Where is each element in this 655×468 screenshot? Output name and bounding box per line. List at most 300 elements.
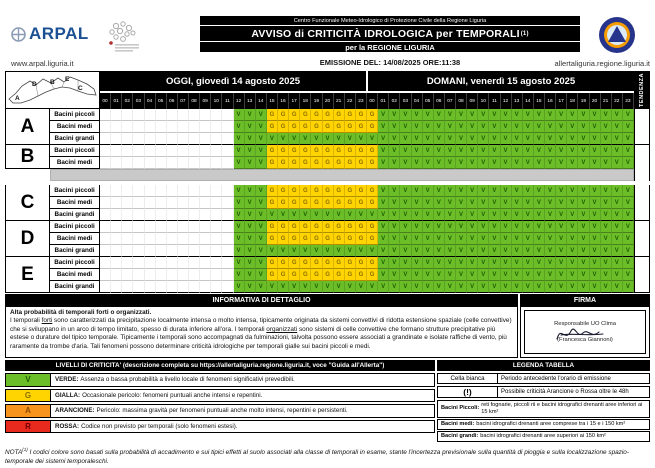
forecast-cell: V xyxy=(545,121,556,133)
level-color-green: V xyxy=(6,374,51,386)
forecast-cell: V xyxy=(545,109,556,121)
forecast-cell xyxy=(178,245,189,257)
forecast-cell xyxy=(178,157,189,169)
forecast-cell xyxy=(167,133,178,145)
forecast-cell: G xyxy=(356,257,367,269)
forecast-cell xyxy=(122,281,133,293)
zone-block-A xyxy=(5,109,650,145)
forecast-cell: G xyxy=(367,109,378,121)
forecast-cell: V xyxy=(378,233,389,245)
forecast-cell: V xyxy=(234,157,245,169)
forecast-cell: V xyxy=(601,257,612,269)
forecast-cell: G xyxy=(345,185,356,197)
forecast-cell: V xyxy=(234,133,245,145)
forecast-cell: G xyxy=(334,157,345,169)
forecast-cell: G xyxy=(367,257,378,269)
forecast-cell: V xyxy=(400,245,411,257)
forecast-cell: V xyxy=(601,157,612,169)
forecast-cell: V xyxy=(423,157,434,169)
forecast-cell xyxy=(167,145,178,157)
forecast-cell xyxy=(111,157,122,169)
forecast-cell: V xyxy=(623,221,634,233)
forecast-cell: V xyxy=(267,281,278,293)
basin-label: Bacini grandi xyxy=(50,133,100,145)
forecast-cell: G xyxy=(356,157,367,169)
forecast-cell xyxy=(122,133,133,145)
forecast-cell: V xyxy=(389,245,400,257)
forecast-cell: V xyxy=(556,197,567,209)
forecast-cell: V xyxy=(534,133,545,145)
livelli-header: LIVELLI DI CRITICITA' (descrizione completa su https://allertaliguria.regione.liguria.it, voce "Guida all'Allerta") xyxy=(5,360,435,371)
hour-cell-domani-20: 20 xyxy=(590,93,601,109)
forecast-cell xyxy=(111,133,122,145)
forecast-cell: V xyxy=(400,233,411,245)
forecast-cell: V xyxy=(623,145,634,157)
hour-cell-domani-06: 06 xyxy=(434,93,445,109)
forecast-cell: V xyxy=(467,221,478,233)
forecast-cell: G xyxy=(334,221,345,233)
forecast-cell: V xyxy=(523,245,534,257)
legend-key: (!) xyxy=(438,387,498,397)
underlined-term: forti xyxy=(41,317,53,325)
hour-cell-domani-22: 22 xyxy=(612,93,623,109)
forecast-cell: V xyxy=(545,233,556,245)
forecast-cell xyxy=(133,257,144,269)
forecast-cell: V xyxy=(512,121,523,133)
forecast-cell xyxy=(189,257,200,269)
forecast-cell: V xyxy=(578,109,589,121)
basin-label: Bacini grandi xyxy=(50,281,100,293)
liguria-zone-map xyxy=(5,71,100,109)
informativa-lead: Alta probabilità di temporali forti o organizzati. xyxy=(10,309,152,316)
forecast-cell: V xyxy=(234,269,245,281)
protezione-civile-logo xyxy=(598,16,636,54)
forecast-cell: V xyxy=(601,109,612,121)
forecast-cell: V xyxy=(434,121,445,133)
forecast-cell: V xyxy=(523,257,534,269)
forecast-cell: V xyxy=(467,121,478,133)
forecast-cell: V xyxy=(534,269,545,281)
forecast-cell: V xyxy=(434,185,445,197)
forecast-cell: V xyxy=(400,185,411,197)
informativa-paragraph xyxy=(10,317,512,349)
legend-basin-definition xyxy=(437,431,650,442)
forecast-cell: G xyxy=(356,233,367,245)
basin-term: Bacini medi: xyxy=(441,420,475,427)
tendenza-cell xyxy=(634,269,650,281)
forecast-cell: V xyxy=(478,209,489,221)
basin-label: Bacini medi xyxy=(50,197,100,209)
forecast-cell: G xyxy=(311,109,322,121)
forecast-cell: V xyxy=(234,197,245,209)
forecast-cell xyxy=(122,197,133,209)
forecast-cell: V xyxy=(345,209,356,221)
day-header-tomorrow: DOMANI, venerdì 15 agosto 2025 xyxy=(368,71,634,91)
map-zone-letter-C: C xyxy=(78,85,83,92)
title-footnote-ref: (1) xyxy=(520,30,529,37)
forecast-cell xyxy=(122,257,133,269)
forecast-cell: V xyxy=(334,281,345,293)
forecast-cell: V xyxy=(434,257,445,269)
forecast-cell: V xyxy=(567,233,578,245)
forecast-cell: G xyxy=(323,233,334,245)
forecast-cell: V xyxy=(556,269,567,281)
forecast-cell: V xyxy=(345,133,356,145)
forecast-cell xyxy=(222,281,233,293)
day-row xyxy=(100,71,634,93)
forecast-cell: V xyxy=(590,281,601,293)
forecast-cell: G xyxy=(278,185,289,197)
level-row-yellow xyxy=(5,389,435,403)
forecast-cell: V xyxy=(601,209,612,221)
hour-cell-oggi-03: 03 xyxy=(133,93,144,109)
forecast-cell: V xyxy=(445,133,456,145)
forecast-cell xyxy=(133,281,144,293)
forecast-cell xyxy=(178,133,189,145)
table-row-D-sm xyxy=(50,221,650,233)
forecast-cell: V xyxy=(489,133,500,145)
forecast-cell: V xyxy=(400,221,411,233)
forecast-cell xyxy=(111,233,122,245)
forecast-cell: V xyxy=(512,269,523,281)
basin-definition: reti fognarie, piccoli rii e bacini idrografici drenanti aree inferiori ai 15 km² xyxy=(481,402,643,415)
forecast-cell xyxy=(178,197,189,209)
forecast-cell: V xyxy=(567,185,578,197)
forecast-cell: V xyxy=(378,281,389,293)
forecast-cell xyxy=(100,257,111,269)
forecast-cell xyxy=(222,109,233,121)
forecast-cell: V xyxy=(578,257,589,269)
forecast-cell: V xyxy=(334,209,345,221)
forecast-cell: V xyxy=(389,197,400,209)
forecast-cell: V xyxy=(389,209,400,221)
tendenza-cell xyxy=(634,281,650,293)
tendenza-cell xyxy=(634,209,650,221)
hour-cell-domani-19: 19 xyxy=(578,93,589,109)
forecast-cell: V xyxy=(378,257,389,269)
forecast-cell: G xyxy=(267,233,278,245)
forecast-cell: V xyxy=(501,209,512,221)
table-row-E-lg xyxy=(50,281,650,293)
forecast-cell xyxy=(111,281,122,293)
forecast-cell: V xyxy=(234,257,245,269)
forecast-cell: V xyxy=(612,185,623,197)
forecast-cell: V xyxy=(256,157,267,169)
hour-cell-oggi-16: 16 xyxy=(278,93,289,109)
forecast-cell: V xyxy=(378,221,389,233)
forecast-cell: V xyxy=(456,233,467,245)
forecast-cell: V xyxy=(501,257,512,269)
forecast-cell: G xyxy=(323,157,334,169)
forecast-cell: V xyxy=(367,209,378,221)
forecast-cell xyxy=(145,221,156,233)
forecast-cell: G xyxy=(311,233,322,245)
forecast-cell: V xyxy=(278,281,289,293)
forecast-cell: V xyxy=(412,133,423,145)
forecast-cell: V xyxy=(423,257,434,269)
forecast-cell xyxy=(145,233,156,245)
forecast-cell xyxy=(122,157,133,169)
forecast-cell xyxy=(133,221,144,233)
forecast-cell: V xyxy=(412,109,423,121)
forecast-cell xyxy=(133,121,144,133)
hour-cell-domani-08: 08 xyxy=(456,93,467,109)
forecast-cell: V xyxy=(423,121,434,133)
basin-label: Bacini piccoli xyxy=(50,185,100,197)
forecast-cell: V xyxy=(423,209,434,221)
forecast-cell xyxy=(167,157,178,169)
forecast-cell: G xyxy=(300,109,311,121)
centro-funzionale-logo xyxy=(102,20,144,60)
tendenza-header xyxy=(634,71,650,109)
forecast-cell: V xyxy=(289,209,300,221)
forecast-cell: V xyxy=(512,281,523,293)
forecast-cell: G xyxy=(289,197,300,209)
forecast-cell xyxy=(122,269,133,281)
forecast-cell: G xyxy=(323,257,334,269)
forecast-cell xyxy=(200,209,211,221)
forecast-cell xyxy=(156,221,167,233)
forecast-cell: V xyxy=(501,245,512,257)
forecast-cell: V xyxy=(578,269,589,281)
forecast-cell: V xyxy=(556,281,567,293)
hour-cell-oggi-04: 04 xyxy=(145,93,156,109)
forecast-cell xyxy=(167,221,178,233)
hour-cell-oggi-06: 06 xyxy=(167,93,178,109)
zone-letter-D: D xyxy=(5,221,50,257)
forecast-cell: V xyxy=(612,245,623,257)
paragraph-text: sono caratterizzati da precipitazione localmente intensa o molto intensa, tipicamente originata da sistemi convettivi di ridotta estensione spaziale (celle convettive) che si sviluppano in un arco di tempo limitato, spesso di durata inferiore all'ora. I temporali xyxy=(10,317,512,333)
forecast-cell: V xyxy=(512,257,523,269)
forecast-cell: V xyxy=(489,185,500,197)
legend-area xyxy=(5,373,650,443)
forecast-cell: V xyxy=(590,245,601,257)
forecast-cell xyxy=(100,121,111,133)
informativa-body xyxy=(5,306,650,358)
forecast-cell: G xyxy=(300,185,311,197)
forecast-cell: V xyxy=(234,245,245,257)
forecast-cell xyxy=(100,269,111,281)
forecast-cell: V xyxy=(278,209,289,221)
level-row-red xyxy=(5,420,435,434)
hour-cell-oggi-12: 12 xyxy=(234,93,245,109)
forecast-cell xyxy=(145,133,156,145)
forecast-cell xyxy=(133,109,144,121)
forecast-cell: V xyxy=(367,133,378,145)
forecast-cell: V xyxy=(423,221,434,233)
forecast-cell xyxy=(122,185,133,197)
forecast-cell: V xyxy=(623,133,634,145)
forecast-cell: V xyxy=(534,221,545,233)
forecast-cell: G xyxy=(345,221,356,233)
forecast-cell: V xyxy=(234,109,245,121)
forecast-cell: G xyxy=(345,197,356,209)
informativa-header-row xyxy=(5,294,650,306)
forecast-cell: V xyxy=(601,281,612,293)
forecast-cell xyxy=(156,257,167,269)
forecast-cell: V xyxy=(234,281,245,293)
forecast-cell: V xyxy=(567,157,578,169)
forecast-cell: V xyxy=(612,145,623,157)
forecast-cell: V xyxy=(345,245,356,257)
footnote-text: I codici colore sono basati sulla probabilità di accadimento e sui tipici effetti al suolo associati alla classe di temporali in esame, stante l'incertezza previsionale sulla quantità di pioggia e sulla localizzazione spazio-temporale dei sistemi temporaleschi. xyxy=(5,449,629,465)
forecast-cell: V xyxy=(434,157,445,169)
emission-line: EMISSIONE DEL: 14/08/2025 ORE:11:38 xyxy=(319,58,461,67)
forecast-cell: V xyxy=(278,133,289,145)
forecast-cell xyxy=(189,269,200,281)
forecast-cell: V xyxy=(256,197,267,209)
forecast-cell: V xyxy=(378,121,389,133)
forecast-cell: V xyxy=(601,121,612,133)
forecast-cell: V xyxy=(412,245,423,257)
forecast-cell: V xyxy=(501,133,512,145)
forecast-cell: V xyxy=(445,197,456,209)
forecast-cell: V xyxy=(489,281,500,293)
forecast-cell: V xyxy=(556,257,567,269)
forecast-cell: V xyxy=(423,197,434,209)
forecast-cell: V xyxy=(512,245,523,257)
forecast-cell: V xyxy=(245,185,256,197)
level-text: Occasionale pericolo: fenomeni puntuali anche intensi e repentini. xyxy=(82,391,263,399)
forecast-cell: V xyxy=(434,233,445,245)
forecast-cell xyxy=(145,257,156,269)
level-color-red: R xyxy=(6,421,51,433)
forecast-cell: V xyxy=(534,281,545,293)
forecast-cell xyxy=(133,157,144,169)
basin-label: Bacini medi xyxy=(50,157,100,169)
tendenza-cell xyxy=(634,169,650,181)
forecast-cell: V xyxy=(267,133,278,145)
forecast-cell: V xyxy=(423,245,434,257)
forecast-cell: V xyxy=(300,245,311,257)
forecast-cell xyxy=(189,133,200,145)
forecast-cell: V xyxy=(456,109,467,121)
org-line: Centro Funzionale Meteo-Idrologico di Protezione Civile della Regione Liguria xyxy=(200,16,580,25)
forecast-cell: V xyxy=(456,281,467,293)
forecast-cell: G xyxy=(278,197,289,209)
forecast-cell xyxy=(178,281,189,293)
forecast-cell xyxy=(133,269,144,281)
forecast-cell: V xyxy=(545,157,556,169)
forecast-cell xyxy=(122,109,133,121)
hour-cell-domani-23: 23 xyxy=(623,93,634,109)
forecast-cell: V xyxy=(245,221,256,233)
forecast-cell xyxy=(222,233,233,245)
forecast-cell xyxy=(189,121,200,133)
forecast-cell: V xyxy=(378,245,389,257)
forecast-cell: G xyxy=(289,109,300,121)
forecast-cell: V xyxy=(501,109,512,121)
forecast-cell: V xyxy=(545,245,556,257)
forecast-cell xyxy=(111,109,122,121)
forecast-cell: V xyxy=(311,209,322,221)
forecast-cell: V xyxy=(590,121,601,133)
forecast-cell xyxy=(189,209,200,221)
level-description xyxy=(51,421,434,433)
forecast-cell xyxy=(100,109,111,121)
level-row-orange xyxy=(5,404,435,418)
forecast-cell xyxy=(111,209,122,221)
forecast-cell xyxy=(122,233,133,245)
forecast-cell xyxy=(200,233,211,245)
forecast-cell: G xyxy=(289,269,300,281)
forecast-cell: V xyxy=(400,269,411,281)
forecast-cell: V xyxy=(523,233,534,245)
forecast-cell: V xyxy=(256,121,267,133)
forecast-cell: V xyxy=(578,133,589,145)
forecast-cell: V xyxy=(400,157,411,169)
forecast-cell xyxy=(189,233,200,245)
forecast-cell xyxy=(122,145,133,157)
forecast-cell xyxy=(133,197,144,209)
basin-term: Bacini grandi: xyxy=(441,432,479,439)
forecast-cell: V xyxy=(567,145,578,157)
forecast-cell: G xyxy=(367,197,378,209)
forecast-cell: V xyxy=(590,185,601,197)
hour-cell-domani-17: 17 xyxy=(556,93,567,109)
forecast-cell xyxy=(167,109,178,121)
forecast-cell: G xyxy=(278,121,289,133)
forecast-cell: V xyxy=(434,209,445,221)
forecast-cell: V xyxy=(590,157,601,169)
forecast-cell: G xyxy=(289,233,300,245)
paragraph-text: sono sistemi di celle convettive che formano strutture precipitative più estese o durature del tipico temporale. Tipicamente i temporali sono accompagnati da fulminazioni, talvolta possono essere associati a grandinate e isolate raffiche di vento, più raramente da trombe d'aria. Tali fenomeni possono determinare criticità idrologiche per temporali gialle sui bacini piccoli e medi. xyxy=(10,325,507,350)
forecast-cell xyxy=(122,221,133,233)
forecast-cell: V xyxy=(478,185,489,197)
forecast-cell: V xyxy=(378,145,389,157)
basin-definition: bacini idrografici drenanti aree comprese tra i 15 e i 150 km² xyxy=(476,420,626,427)
forecast-cell: V xyxy=(523,185,534,197)
forecast-cell: V xyxy=(567,109,578,121)
forecast-cell: V xyxy=(601,269,612,281)
forecast-cell: V xyxy=(534,197,545,209)
forecast-cell xyxy=(211,185,222,197)
forecast-cell xyxy=(145,185,156,197)
forecast-cell: V xyxy=(512,233,523,245)
hour-cell-oggi-13: 13 xyxy=(245,93,256,109)
forecast-cell xyxy=(178,185,189,197)
forecast-cell: V xyxy=(267,245,278,257)
forecast-cell: V xyxy=(590,221,601,233)
forecast-cell xyxy=(211,233,222,245)
forecast-cell: V xyxy=(512,133,523,145)
forecast-cell xyxy=(211,281,222,293)
forecast-cell xyxy=(222,209,233,221)
forecast-cell: G xyxy=(356,185,367,197)
forecast-cell xyxy=(145,245,156,257)
forecast-cell xyxy=(133,233,144,245)
forecast-cell xyxy=(156,281,167,293)
forecast-cell: V xyxy=(567,121,578,133)
forecast-cell: V xyxy=(478,281,489,293)
basin-label: Bacini piccoli xyxy=(50,145,100,157)
forecast-cell: V xyxy=(601,221,612,233)
forecast-cell: V xyxy=(489,209,500,221)
forecast-cell: V xyxy=(478,157,489,169)
forecast-cell xyxy=(100,145,111,157)
tendenza-cell xyxy=(634,133,650,145)
forecast-cell: V xyxy=(389,281,400,293)
forecast-cell: V xyxy=(378,197,389,209)
forecast-cell xyxy=(222,245,233,257)
forecast-cell: V xyxy=(523,209,534,221)
table-row-E-sm xyxy=(50,257,650,269)
forecast-cell: V xyxy=(323,133,334,145)
hour-cell-oggi-08: 08 xyxy=(189,93,200,109)
forecast-cell: V xyxy=(456,257,467,269)
forecast-cell: V xyxy=(456,121,467,133)
forecast-cell: G xyxy=(311,257,322,269)
